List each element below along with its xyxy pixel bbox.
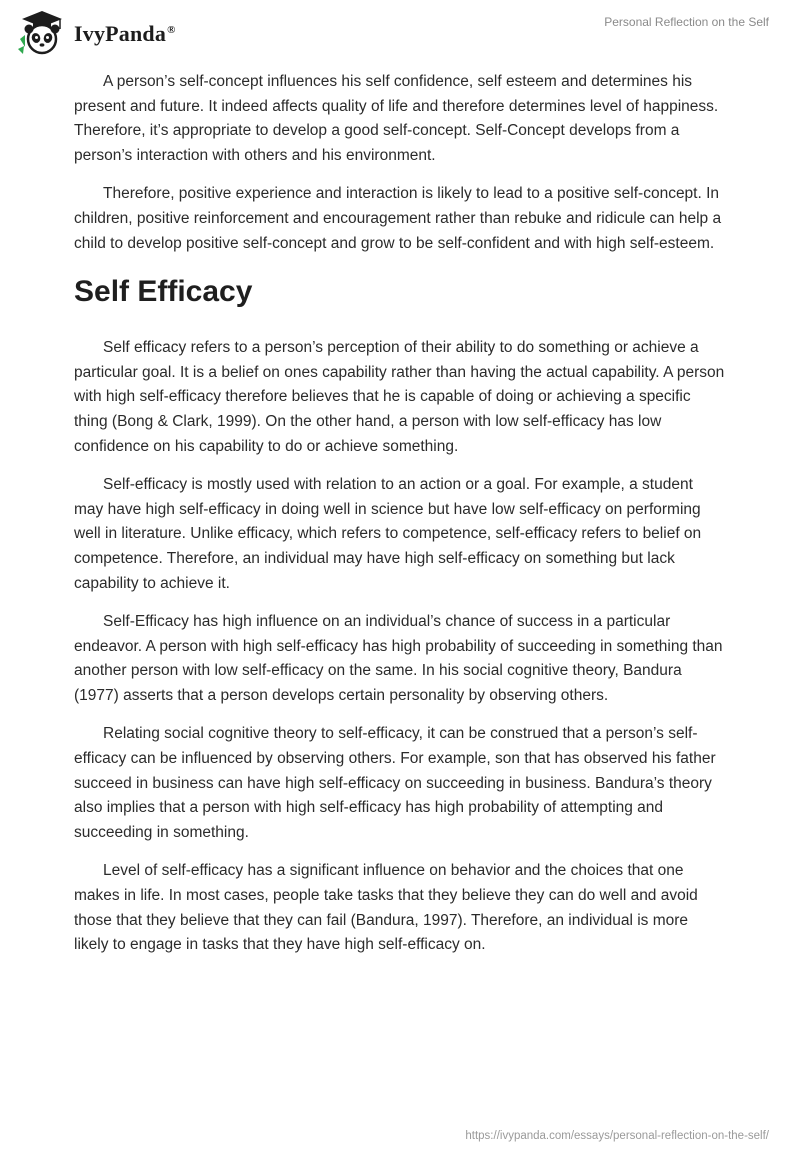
paragraph: Therefore, positive experience and interaction is likely to lead to a positive self-concept. In children, positive reinforcement and encouragement rather than rebuke and ridicule can help a child to develop positive self-concept and grow to be self-confident and with high self-esteem.: [74, 185, 722, 252]
paragraph: Relating social cognitive theory to self-efficacy, it can be construed that a person’s self-efficacy can be influenced by observing others. For example, son that has observed his father succeed in business can have high self-efficacy on succeeding in business. Bandura’s theory also implies that a person with high self-efficacy has high probability of attempting and succeeding in something.: [74, 725, 716, 841]
paragraph: Self-efficacy is mostly used with relation to an action or a goal. For example, a student may have high self-efficacy in doing well in science but have low self-efficacy on performing well in literature. Unlike efficacy, which refers to competence, self-efficacy refers to belief on competence. Therefore, an individual may have high self-efficacy on something but lack capability to achieve it.: [74, 476, 702, 592]
paragraph: Self-Efficacy has high influence on an individual’s chance of success in a particular endeavor. A person with high self-efficacy has high probability of succeeding in something than another person with low self-efficacy on the same. In his social cognitive theory, Bandura (1977) asserts that a person develops certain personality by observing others.: [74, 613, 723, 704]
section-heading: Self Efficacy: [74, 275, 253, 309]
brand-name: IvyPanda®: [74, 21, 176, 46]
panda-graduate-icon: [16, 9, 68, 57]
article-body: [74, 70, 726, 972]
paragraph: Level of self-efficacy has a significant influence on behavior and the choices that one makes in life. In most cases, people take tasks that they believe they can do well and avoid those that they believe that they can fail (Bandura, 1997). Therefore, an individual is more likely to engage in tasks that they have high self-efficacy on.: [74, 862, 698, 954]
page-title: Personal Reflection on the Self: [604, 15, 769, 29]
source-url[interactable]: https://ivypanda.com/essays/personal-reflection-on-the-self/: [465, 1130, 769, 1142]
page-header: [0, 0, 800, 60]
brand-logo[interactable]: [16, 9, 176, 57]
paragraph: A person’s self-concept influences his self confidence, self esteem and determines his present and future. It indeed affects quality of life and therefore determines level of happiness. Therefore, it’s appropriate to develop a good self-concept. Self-Concept develops from a person’s interaction with others and his environment.: [74, 73, 719, 164]
registered-mark: ®: [167, 23, 176, 36]
paragraph: Self efficacy refers to a person’s perception of their ability to do something or achieve a particular goal. It is a belief on ones capability rather than having the actual capability. A person with high self-efficacy therefore believes that he is capable of doing or achieving a specific thing (Bong & Clark, 1999). On the other hand, a person with low self-efficacy has low confidence on his capability to do or achieve something.: [74, 339, 725, 455]
